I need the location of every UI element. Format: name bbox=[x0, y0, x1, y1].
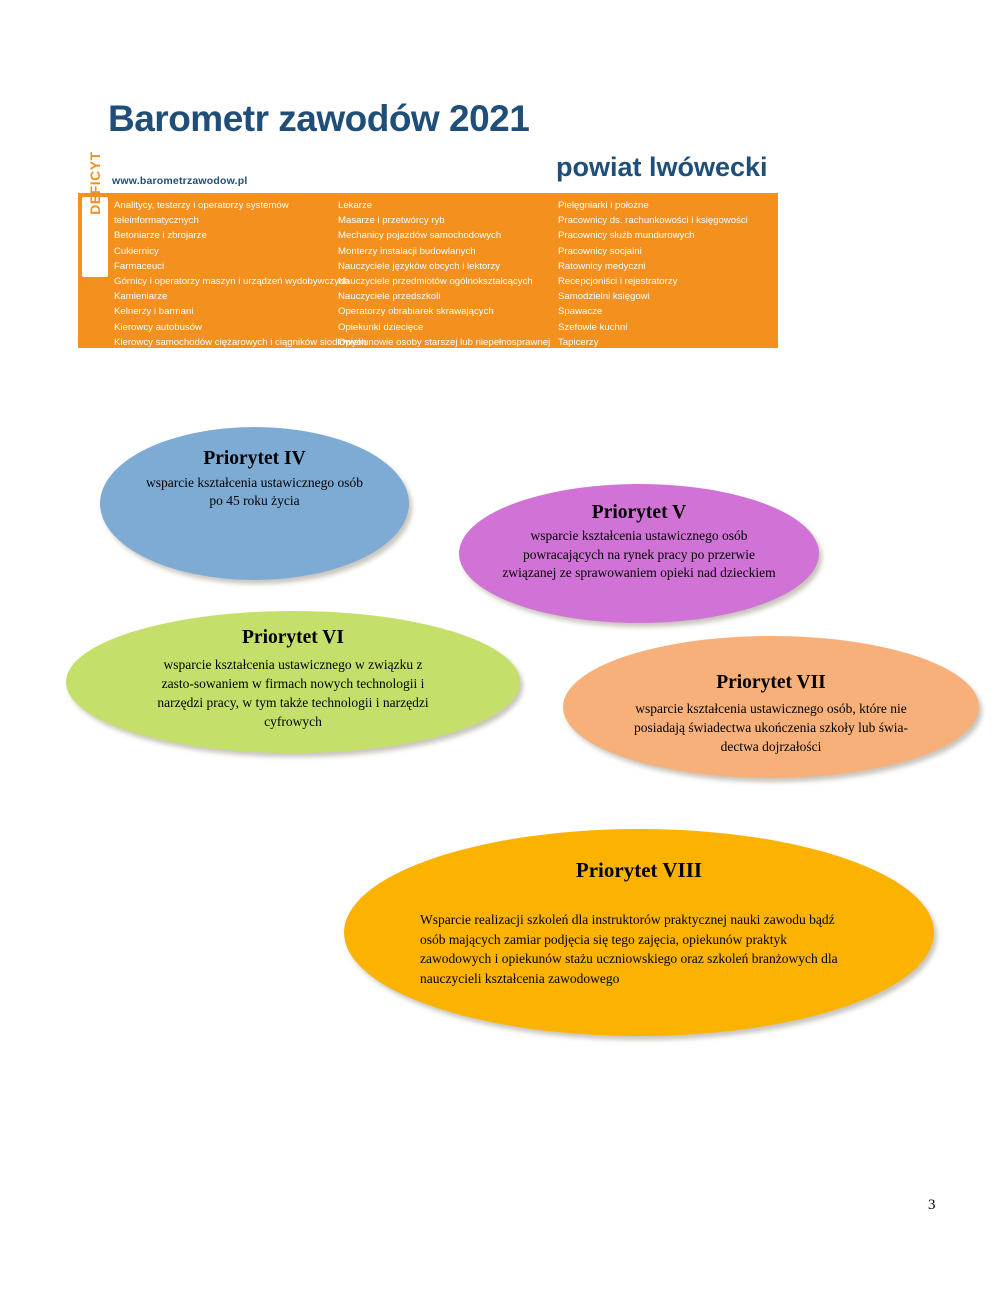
deficyt-item: Lekarze bbox=[338, 200, 373, 211]
deficyt-item: Masarze i przetwórcy ryb bbox=[338, 215, 445, 227]
deficyt-item: Technicy informatycy bbox=[558, 352, 648, 364]
deficyt-item: Kamieniarze bbox=[114, 291, 168, 303]
deficyt-item: Operatorzy obrabiarek skrawających bbox=[338, 306, 494, 318]
deficyt-column-3 bbox=[558, 198, 748, 365]
deficyt-item: Samodzielni księgowi bbox=[558, 291, 650, 303]
barometr-header-block bbox=[0, 0, 1000, 370]
deficyt-item: Kierowcy autobusów bbox=[114, 321, 202, 333]
deficyt-item: Spawacze bbox=[558, 306, 603, 318]
deficyt-item: Kucharze bbox=[114, 352, 155, 364]
deficyt-item: Opiekunki dziecięce bbox=[338, 321, 424, 333]
deficyt-item: Nauczyciele przedmiotów ogólnokształcących bbox=[338, 276, 533, 288]
page-subtitle: powiat lwówecki bbox=[556, 152, 768, 182]
priority-ellipse-iv bbox=[100, 427, 409, 580]
deficyt-item: Pracownicy służb mundurowych bbox=[558, 230, 695, 242]
deficyt-item: Betoniarze i zbrojarze bbox=[114, 230, 207, 242]
deficyt-item: Tapicerzy bbox=[558, 336, 599, 348]
deficyt-item: Analitycy, testerzy i operatorzy systemów bbox=[114, 200, 289, 211]
deficyt-item: Pielęgniarki i położne bbox=[558, 200, 649, 211]
priority-ellipse-v bbox=[459, 484, 819, 623]
deficyt-item: Ratownicy medyczni bbox=[558, 260, 646, 272]
deficyt-item: Mechanicy pojazdów samochodowych bbox=[338, 230, 502, 242]
deficyt-item: Cukiernicy bbox=[114, 245, 159, 257]
priority-body: wsparcie kształcenia ustawicznego osób po 45 roku życia bbox=[145, 475, 364, 508]
priority-title: Priorytet VI bbox=[242, 627, 344, 648]
deficyt-tab-label: DEFICYT bbox=[87, 151, 103, 215]
deficyt-item: Piekarze bbox=[338, 352, 376, 364]
deficyt-item: Monterzy instalacji budowlanych bbox=[338, 245, 476, 257]
barometr-website-url: www.barometrzawodow.pl bbox=[112, 175, 248, 187]
deficyt-item: Szefowie kuchni bbox=[558, 321, 628, 333]
priority-title: Priorytet VII bbox=[716, 672, 826, 693]
deficyt-item: Nauczyciele przedszkoli bbox=[338, 291, 441, 303]
priority-body: Wsparcie realizacji szkoleń dla instruktorów praktycznej nauki zawodu bądź osób mających zamiar podjęcia się tego zajęcia, opiekunów praktyk zawodowych i opiekunów stażu uczniowskiego oraz szkoleń branżowych dla nauczycieli kształcenia zawodowego bbox=[420, 912, 838, 986]
priority-title: Priorytet IV bbox=[203, 448, 306, 469]
priority-ellipse-vii bbox=[563, 636, 979, 778]
deficyt-item: Pracownicy ds. rachunkowości i księgowości bbox=[558, 215, 748, 227]
priority-ellipse-vi bbox=[66, 611, 520, 753]
deficyt-item: Kierowcy samochodów ciężarowych i ciągników siodłowych bbox=[114, 336, 367, 348]
deficyt-column-1 bbox=[114, 198, 367, 365]
deficyt-item: Kelnerzy i barmani bbox=[114, 306, 194, 318]
priority-body: wsparcie kształcenia ustawicznego w związku z zasto-sowaniem w firmach nowych technologii i narzędzi pracy, w tym także technologii i narzędzi cyfrowych bbox=[157, 657, 429, 729]
priority-title: Priorytet V bbox=[591, 502, 687, 523]
deficyt-item: Górnicy i operatorzy maszyn i urządzeń wydobywczych bbox=[114, 276, 350, 288]
priority-body: wsparcie kształcenia ustawicznego osób powracających na rynek pracy po przerwie związanej ze sprawowaniem opieki nad dzieckiem bbox=[502, 528, 776, 580]
deficyt-item: Opiekunowie osoby starszej lub niepełnosprawnej bbox=[338, 336, 551, 348]
deficyt-column-2 bbox=[338, 198, 550, 365]
priority-title: Priorytet VIII bbox=[575, 858, 703, 882]
deficyt-tab bbox=[82, 151, 108, 277]
deficyt-item: Nauczyciele języków obcych i lektorzy bbox=[338, 260, 501, 272]
deficyt-item: Pracownicy socjalni bbox=[558, 245, 642, 257]
deficyt-item: Recepcjoniści i rejestratorzy bbox=[558, 276, 678, 288]
deficyt-item: Farmaceuci bbox=[114, 260, 165, 272]
deficyt-item: teleinformatycznych bbox=[114, 215, 199, 227]
priority-ellipse-viii bbox=[344, 829, 934, 1036]
page-number: 3 bbox=[928, 1197, 936, 1213]
priority-body: wsparcie kształcenia ustawicznego osób, które nie posiadają świadectwa ukończenia szkoły lub świa-dectwa dojrzałości bbox=[633, 701, 909, 754]
page-title: Barometr zawodów 2021 bbox=[108, 98, 530, 139]
